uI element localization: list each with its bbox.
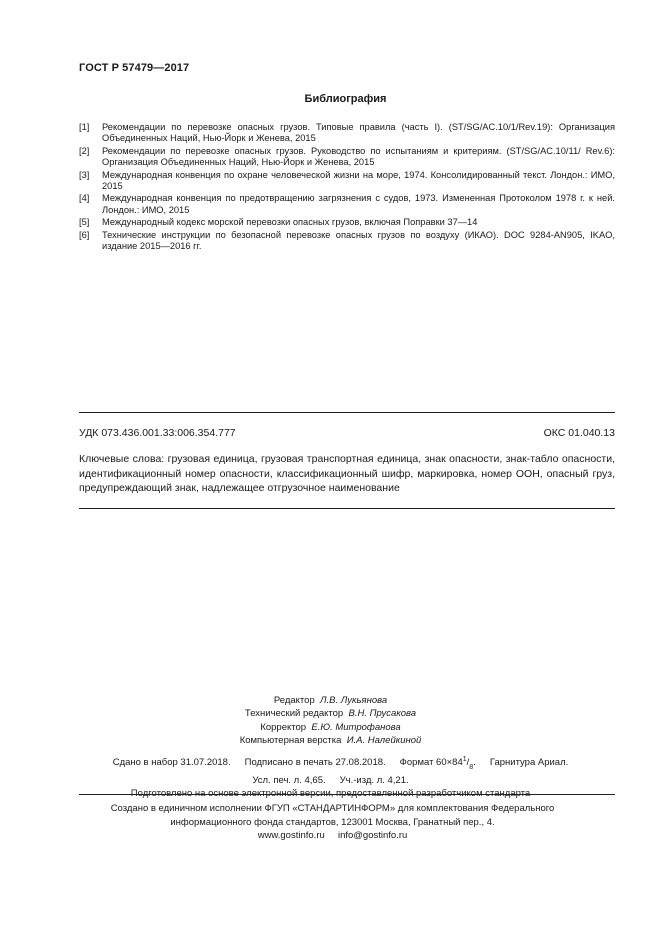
classification-row (79, 427, 615, 439)
bibliography-number: [3] (79, 169, 90, 180)
section-title: Библиография (304, 93, 387, 105)
bibliography-text: Международный кодекс морской перевозки опасных грузов, включая Поправки 37—14 (102, 217, 478, 228)
bibliography-number: [1] (79, 122, 90, 132)
bibliography-number: [5] (79, 217, 90, 228)
format-denominator: 8 (469, 764, 474, 772)
bibliography-text: Международная конвенция по охране человеческой жизни на море, 1974. Консолидированный текст. Лондон.: ИМО, 2015 (102, 169, 615, 191)
credit-person: В.Н. Прусакова (348, 708, 417, 720)
publication-row (0, 753, 661, 774)
bibliography-number: [6] (79, 229, 90, 240)
bibliography-item (79, 146, 615, 169)
credit-tech-editor (0, 707, 661, 720)
oks-code: ОКС 01.040.13 (543, 427, 615, 439)
publisher-sheets: Уч.-изд. л. 4,21. (339, 774, 409, 786)
credit-person: Л.В. Лукьянова (320, 695, 388, 706)
footer-line: Создано в единичном исполнении ФГУП «СТАНДАРТИНФОРМ» для комплектования Федерального (110, 803, 555, 814)
format-prefix: Формат 60×84 (399, 757, 463, 769)
typeface: Гарнитура Ариал. (489, 757, 569, 769)
credit-person: И.А. Налейкиной (346, 734, 422, 746)
bibliography-text: Рекомендации по перевозке опасных грузов. Руководство по испытаниям и критериям. (ST/SG/AC.10/11/ Rev.6): Организация Объединенных Наций, Нью-Йорк и Женева, 2015 (102, 145, 615, 168)
credit-label: Компьютерная верстка (239, 734, 342, 746)
divider-footer (79, 794, 615, 795)
credit-label: Редактор (273, 695, 315, 706)
bibliography-list (79, 122, 615, 253)
keywords: Ключевые слова: грузовая единица, грузовая транспортная единица, знак опасности, знак-табло опасности, идентификационный номер опасности, классификационный шифр, маркировка, номер ООН, опасный груз, предупреждающий знак, надлежащее отгрузочное наименование (79, 453, 615, 494)
footer-line: информационного фонда стандартов, 123001 Москва, Гранатный пер., 4. (170, 816, 495, 828)
credit-layout (0, 734, 661, 747)
prepared-note: Подготовлено на основе электронной версии, предоставленной разработчиком стандарта (130, 788, 531, 800)
website-link[interactable]: www.gostinfo.ru (257, 830, 325, 842)
paper-format: Формат $60\times 84^1/_8$. (399, 756, 476, 772)
bibliography-item (79, 217, 615, 228)
footer-contacts (4, 829, 661, 843)
bibliography-item (79, 170, 615, 193)
signed-date: Подписано в печать 27.08.2018. (244, 757, 386, 769)
credits-block (0, 694, 661, 747)
divider-bottom (79, 508, 615, 509)
email-link[interactable]: info@gostinfo.ru (337, 830, 408, 842)
format-numerator: 1 (462, 756, 467, 763)
bibliography-text: Рекомендации по перевозке опасных грузов. Типовые правила (часть I). (ST/SG/AC.10/1/Rev.19): Организация Объединенных Наций, Нью-Йорк и Женева, 2015 (102, 122, 615, 144)
format-suffix: . (473, 757, 476, 769)
bibliography-text: Технические инструкции по безопасной перевозке опасных грузов по воздуху (ИКАО). DOC 9284-AN905, IKAO, издание 2015—2016 гг. (102, 229, 615, 251)
sheets-row (0, 774, 661, 788)
bibliography-item (79, 230, 615, 253)
standard-code: ГОСТ Р 57479—2017 (79, 62, 190, 74)
bibliography-item (79, 122, 615, 145)
print-sheets: Усл. печ. л. 4,65. (252, 774, 326, 786)
credit-corrector (0, 721, 661, 734)
sent-date: Сдано в набор 31.07.2018. (112, 757, 231, 769)
credit-person: Е.Ю. Митрофанова (311, 721, 401, 733)
divider-top (79, 412, 615, 413)
credit-editor (0, 694, 661, 707)
bibliography-number: [2] (79, 145, 90, 156)
bibliography-text: Международная конвенция по предотвращению загрязнения с судов, 1973. Измененная Протоколом 1978 г. к ней. Лондон.: ИМО, 2015 (102, 193, 615, 215)
publisher-footer (0, 802, 661, 843)
bibliography-number: [4] (79, 193, 90, 204)
bibliography-item (79, 193, 615, 216)
udk-code: УДК 073.436.001.33:006.354.777 (79, 427, 236, 439)
credit-label: Технический редактор (244, 708, 344, 720)
credit-label: Корректор (260, 721, 307, 733)
